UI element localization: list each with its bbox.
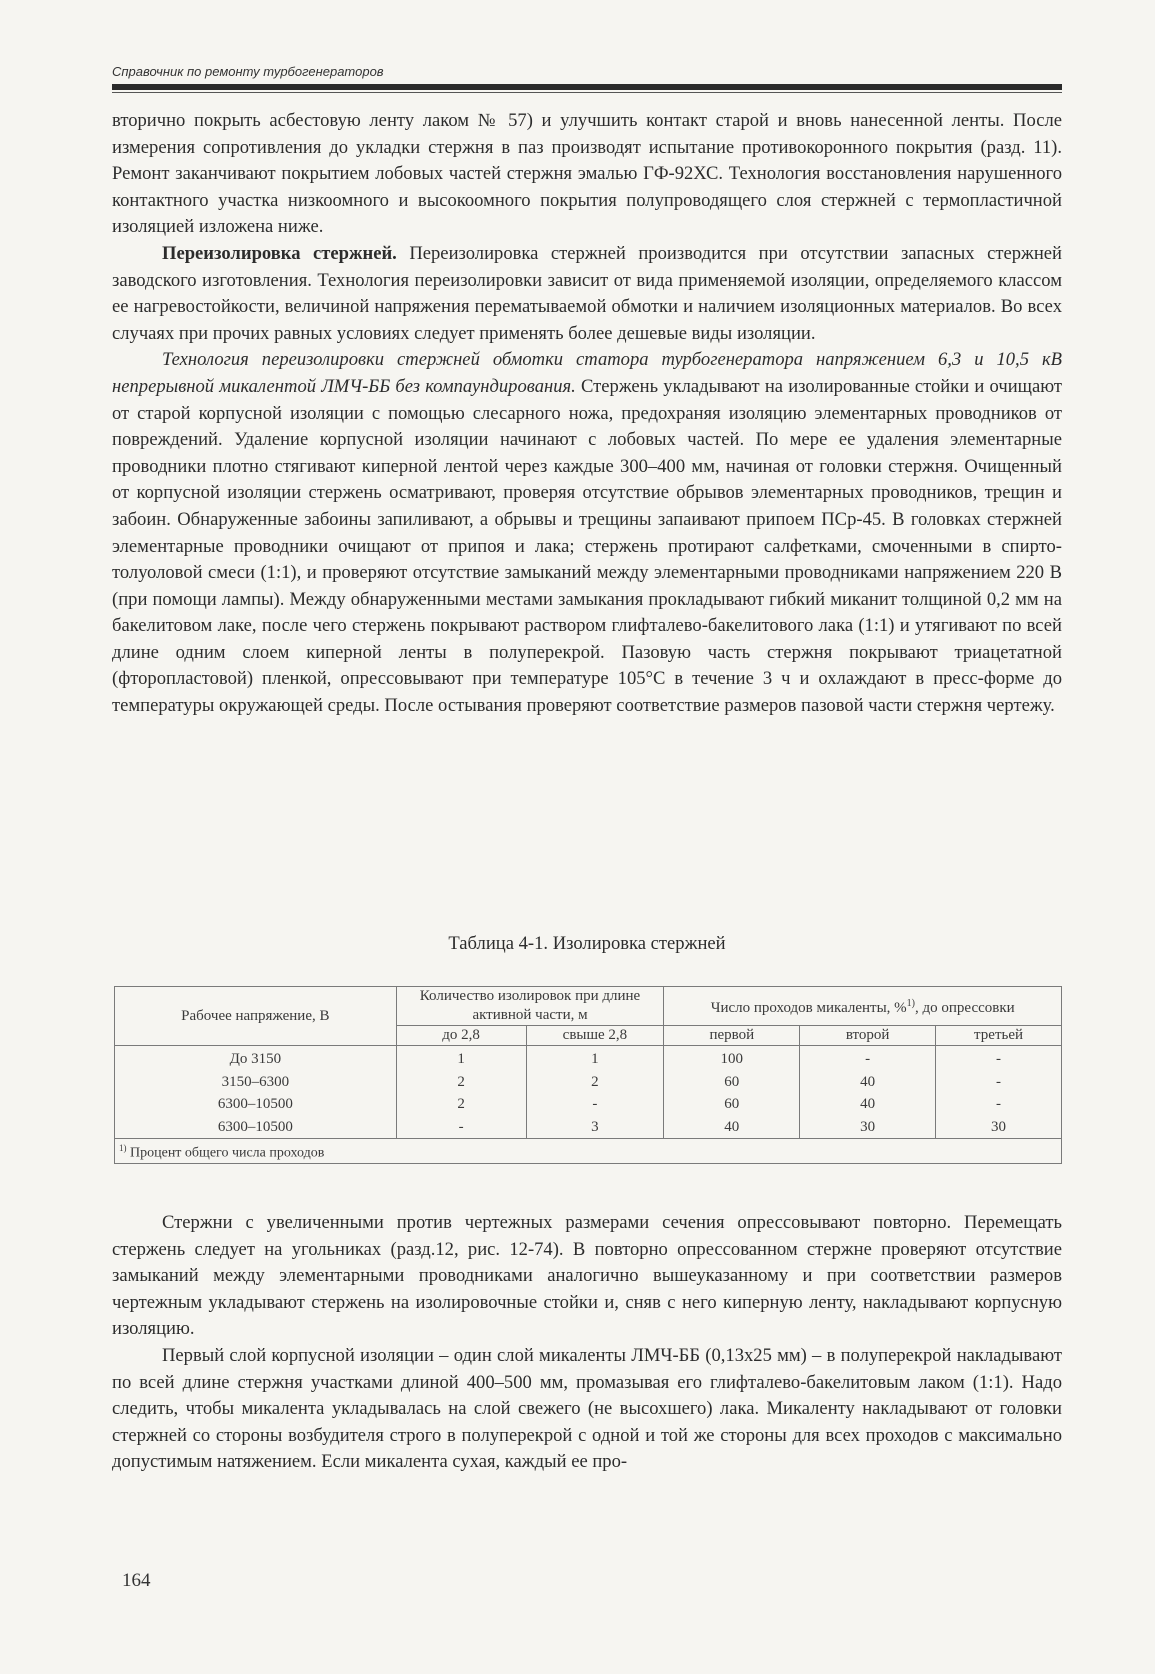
header-insulation-count: Количество изолировок при длине активной части, м [396, 987, 664, 1026]
cell-first [664, 1046, 800, 1139]
table-data-row [115, 1046, 1062, 1139]
cell-over [526, 1046, 664, 1139]
body-text-top [112, 108, 1062, 720]
cell-value: 3 [591, 1118, 599, 1135]
insulation-table [114, 986, 1062, 1164]
header-passes-tail: , до опрессовки [915, 1000, 1015, 1016]
cell-value: 30 [860, 1118, 876, 1135]
running-header: Справочник по ремонту турбогенераторов [112, 64, 384, 79]
body-text-bottom [112, 1210, 1062, 1476]
paragraph-technology [112, 347, 1062, 719]
cell-value: 40 [860, 1073, 876, 1090]
cell-value: - [865, 1051, 871, 1067]
subheader-second: второй [800, 1026, 936, 1046]
cell-value: - [996, 1096, 1002, 1112]
cell-value: 6300–10500 [217, 1096, 293, 1112]
cell-value: 6300–10500 [217, 1118, 293, 1135]
paragraph-reinsulation [112, 241, 1062, 347]
cell-second [800, 1046, 936, 1139]
cell-value: 1 [457, 1051, 465, 1067]
paragraph-repressing: Стержни с увеличенными против чертежных размерами сечения опрессовывают повторно. Перемещать стержень следует на угольниках (разд.12, рис. 12-74). В повторно опрессованном стержне проверяют отсутствие замыканий между элементарными проводниками аналогично вышеуказанному и при соответствии размеров чертежным укладывают стержень на изолировочные стойки и, сняв с него киперную ленту, накладывают корпусную изоляцию. [112, 1212, 1062, 1340]
header-passes-label: Число проходов микаленты, % [710, 1000, 907, 1016]
footnote-mark: 1) [119, 1143, 127, 1153]
paragraph-first-layer: Первый слой корпусной изоляции – один слой микаленты ЛМЧ-ББ (0,13х25 мм) – в полуперекрой накладывают по всей длине стержня участками длиной 400–500 мм, промазывая его глифталево-бакелитовым лаком (1:1). Надо следить, чтобы микалента укладывалась на слой свежего (не высохшего) лака. Микаленту накладывают от головки стержней со стороны возбудителя строго в полуперекрой с одной и той же стороны для всех проходов с максимально допустимым натяжением. Если микалента сухая, каждый ее про- [112, 1344, 1062, 1473]
header-passes [664, 987, 1062, 1026]
cell-voltage [115, 1046, 397, 1139]
paragraph-text: Стержень укладывают на изолированные стойки и очищают от старой корпусной изоляции с помощью слесарного ножа, предохраняя изоляцию элементарных проводников от повреждений. Удаление корпусной изоляции начинают с лобовых частей. По мере ее удаления элементарные проводники плотно стягивают киперной лентой через каждые 300–400 мм, начиная от головки стержня. Очищенный от корпусной изоляции стержень осматривают, проверяя отсутствие обрывов элементарных проводников, трещин и забоин. Обнаруженные забоины запиливают, а обрывы и трещины запаивают припоем ПСр-45. В головках стержней элементарные проводники очищают от припоя и лака; стержень протирают салфетками, смоченными в спирто-толуоловой смеси (1:1), и проверяют отсутствие замыканий между элементарными проводниками напряжением 220 В (при помощи лампы). Между обнаруженными местами замыкания прокладывают гибкий миканит толщиной 0,2 мм на бакелитовом лаке, после чего стержень покрывают раствором глифталево-бакелитового лака (1:1) и утягивают по всей длине одним слоем киперной ленты в полуперекрой. Пазовую часть стержня покрывают триацетатной (фторопластовой) пленкой, опрессовывают при температуре 105°С в течение 3 ч и охлаждают в пресс-форме до температуры окружающей среды. После остывания проверяют соответствие размеров пазовой части стержня чертежу. [112, 375, 1062, 717]
page-number: 164 [122, 1570, 151, 1591]
subheader-over: свыше 2,8 [526, 1026, 664, 1046]
cell-value: 40 [860, 1096, 876, 1112]
table-header-row [115, 987, 1062, 1026]
cell-value: 30 [991, 1118, 1007, 1135]
paragraph-continuation: вторично покрыть асбестовую ленту лаком № 57) и улучшить контакт старой и вновь нанесенной ленты. После измерения сопротивления до укладки стержня в паз производят испытание противокоронного покрытия (разд. 11). Ремонт заканчивают покрытием лобовых частей стержня эмалью ГФ-92ХС. Технология восстановления нарушенного контактного участка низкоомного и высокоомного покрытия полупроводящего слоя стержней с термопластичной изоляцией изложена ниже. [112, 110, 1062, 238]
paragraph-heading-italic: Технология переизолировки стержней обмотки статора турбогенератора напряжением 6,3 и 10,5 кВ непрерывной микалентой ЛМЧ-ББ без компаундирования. [112, 349, 1062, 397]
subheader-first: первой [664, 1026, 800, 1046]
cell-value: 100 [720, 1051, 744, 1067]
cell-value: 1 [591, 1051, 599, 1067]
cell-value: До 3150 [229, 1051, 282, 1067]
subheader-upto: до 2,8 [396, 1026, 526, 1046]
cell-upto [396, 1046, 526, 1139]
cell-value: 2 [457, 1073, 465, 1090]
table-caption: Таблица 4-1. Изолировка стержней [448, 933, 726, 954]
header-passes-footnote-mark: 1) [906, 998, 915, 1009]
paragraph-heading-bold: Переизолировка стержней. [162, 242, 397, 264]
cell-value: 3150–6300 [221, 1073, 290, 1090]
cell-value: 60 [724, 1073, 740, 1090]
footnote-text: Процент общего числа проходов [126, 1145, 325, 1161]
paragraph-text: Переизолировка стержней производится при отсутствии запасных стержней заводского изготовления. Технология переизолировки зависит от вида применяемой изоляции, определяемого классом ее нагревостойкости, величиной напряжения перематываемой обмотки и наличием изоляционных материалов. Во всех случаях при прочих равных условиях следует применять более дешевые виды изоляции. [112, 242, 1062, 344]
table-footnote [115, 1139, 1062, 1164]
cell-value: - [592, 1096, 598, 1112]
cell-value: 2 [457, 1096, 465, 1112]
cell-value: 40 [724, 1118, 740, 1135]
table-footnote-row [115, 1139, 1062, 1164]
cell-value: 2 [591, 1073, 599, 1090]
cell-value: 60 [724, 1096, 740, 1112]
header-rule [112, 84, 1062, 90]
cell-value: - [458, 1118, 464, 1135]
cell-value: - [996, 1051, 1002, 1067]
header-voltage: Рабочее напряжение, В [115, 987, 397, 1046]
subheader-third: третьей [936, 1026, 1062, 1046]
header-rule-thin [112, 92, 1062, 93]
cell-value: - [996, 1073, 1002, 1090]
cell-third [936, 1046, 1062, 1139]
